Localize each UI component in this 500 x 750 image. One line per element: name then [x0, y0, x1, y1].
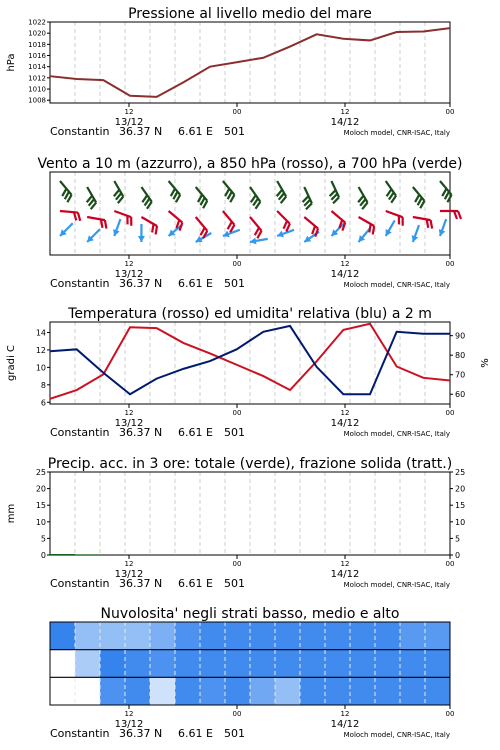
- cloud-cell-alto: [125, 622, 151, 650]
- model-credit: Moloch model, CNR-ISAC, Italy: [343, 281, 450, 289]
- y2-tick-label: 70: [455, 370, 466, 380]
- model-credit: Moloch model, CNR-ISAC, Italy: [343, 581, 450, 589]
- wind-barb-10m: [412, 225, 419, 242]
- wind-barb-10m: [113, 219, 120, 236]
- barb-feather: [427, 219, 429, 227]
- station-name: Constantin: [50, 125, 110, 138]
- y-tick-label: 1018: [28, 40, 46, 49]
- barb-shaft: [413, 187, 425, 201]
- y-tick-label: 1016: [28, 52, 46, 61]
- y-axis-label: gradi C: [6, 345, 17, 381]
- cloud-cell-basso: [225, 677, 251, 705]
- barb-feather: [225, 189, 229, 196]
- cloud-cell-alto: [100, 622, 126, 650]
- cloud-cell-basso: [325, 677, 351, 705]
- barb-feather: [67, 195, 71, 202]
- wind-barb-850hPa: [250, 217, 262, 238]
- cloud-cell-basso: [175, 677, 201, 705]
- wind-barb-700hPa: [114, 181, 123, 203]
- cloud-cell-basso: [300, 677, 326, 705]
- cloud-cell-medio: [175, 650, 201, 678]
- barb-shaft: [169, 181, 181, 195]
- date-label: 14/12: [330, 117, 360, 128]
- y2-tick-label: 25: [455, 468, 466, 477]
- barb-feather: [203, 201, 207, 208]
- panel-wind: [37, 156, 462, 290]
- time-tick-label: 12: [340, 108, 350, 116]
- time-tick-label: 12: [124, 260, 134, 268]
- wind-barb-10m: [439, 219, 446, 236]
- wind-barb-850hPa: [277, 211, 290, 232]
- wind-barb-10m: [60, 223, 73, 236]
- cloud-cell-alto: [375, 622, 401, 650]
- barb-shaft: [196, 217, 208, 231]
- date-label: 14/12: [330, 269, 360, 280]
- cloud-cell-medio: [75, 650, 101, 678]
- cloud-cell-basso: [100, 677, 126, 705]
- station-lon: 6.61 E: [178, 426, 213, 439]
- station-lon: 6.61 E: [178, 577, 213, 590]
- cloud-cell-medio: [325, 650, 351, 678]
- barb-shaft: [60, 211, 78, 213]
- barb-feather: [284, 221, 288, 229]
- y-tick-label: 1010: [28, 85, 46, 94]
- chart-title: Vento a 10 m (azzurro), a 850 hPa (rosso), a 700 hPa (verde): [37, 156, 463, 172]
- barb-feather: [78, 213, 80, 221]
- panel-pressure: [6, 6, 454, 138]
- cloud-cell-alto: [225, 622, 251, 650]
- wind-barb-700hPa: [141, 187, 151, 209]
- wind-barb-850hPa: [141, 217, 157, 234]
- barb-feather: [62, 189, 66, 196]
- cloud-cell-alto: [75, 622, 101, 650]
- barb-feather: [228, 222, 232, 229]
- y2-tick-label: 80: [455, 351, 466, 361]
- time-tick-label: 12: [124, 409, 134, 417]
- y-tick-label: 15: [35, 501, 46, 511]
- station-name: Constantin: [50, 727, 110, 740]
- y-tick-label: 14: [35, 328, 46, 338]
- barb-feather: [373, 226, 374, 234]
- barb-shaft: [250, 217, 262, 231]
- station-name: Constantin: [50, 426, 110, 439]
- barb-feather: [101, 219, 103, 227]
- cloud-cell-medio: [350, 650, 376, 678]
- cloud-cell-alto: [150, 622, 176, 650]
- y-axis-label: hPa: [6, 53, 17, 72]
- cloud-cell-basso: [275, 677, 301, 705]
- time-tick-label: 12: [340, 260, 350, 268]
- barb-shaft: [331, 211, 345, 223]
- barb-feather: [105, 220, 107, 228]
- station-lat: 36.37 N: [119, 277, 163, 290]
- time-tick-label: 00: [445, 108, 455, 116]
- wind-barb-700hPa: [223, 181, 235, 202]
- barb-shaft: [60, 181, 72, 195]
- date-label: 13/12: [114, 269, 144, 280]
- barb-feather: [447, 195, 451, 202]
- time-tick-label: 12: [340, 710, 350, 718]
- wind-barb-10m: [138, 224, 145, 242]
- time-tick-label: 12: [340, 560, 350, 568]
- cloud-cell-alto: [275, 622, 301, 650]
- barb-shaft: [114, 211, 131, 217]
- station-lat: 36.37 N: [119, 577, 163, 590]
- y-tick-label: 1008: [28, 96, 46, 105]
- y2-tick-label: 20: [455, 484, 466, 494]
- wind-barb-10m: [359, 228, 371, 242]
- time-tick-label: 00: [445, 710, 455, 718]
- barb-feather: [442, 189, 446, 196]
- cloud-cell-basso: [400, 677, 426, 705]
- model-credit: Moloch model, CNR-ISAC, Italy: [343, 430, 450, 438]
- y-tick-label: 1022: [28, 18, 46, 27]
- barb-shaft: [413, 217, 431, 220]
- wind-barb-700hPa: [303, 187, 312, 209]
- date-label: 13/12: [114, 117, 144, 128]
- cloud-cell-alto: [200, 622, 226, 650]
- barb-shaft: [141, 217, 157, 226]
- barb-feather: [228, 192, 232, 199]
- y2-tick-label: 60: [455, 390, 466, 400]
- time-tick-label: 12: [124, 560, 134, 568]
- y-tick-label: 0: [40, 551, 46, 560]
- barb-feather: [65, 192, 69, 199]
- barb-shaft: [87, 217, 105, 220]
- date-label: 14/12: [330, 719, 360, 730]
- y-tick-label: 25: [35, 468, 46, 477]
- y-tick-label: 6: [40, 398, 46, 408]
- barb-feather: [454, 211, 457, 219]
- cloud-cell-medio: [275, 650, 301, 678]
- panel-temperature-humidity: [6, 306, 491, 439]
- barb-feather: [156, 226, 157, 234]
- y-tick-label: 1012: [28, 74, 46, 83]
- barb-feather: [230, 195, 234, 202]
- barb-feather: [312, 226, 315, 234]
- barb-feather: [180, 223, 183, 231]
- cloud-cell-medio: [50, 650, 76, 678]
- chart-title: Nuvolosita' negli strati basso, medio e alto: [100, 606, 400, 622]
- wind-barb-850hPa: [413, 217, 432, 229]
- y2-tick-label: 15: [455, 501, 466, 511]
- station-name: Constantin: [50, 577, 110, 590]
- time-tick-label: 00: [232, 409, 242, 417]
- date-label: 14/12: [330, 418, 360, 429]
- station-alt: 501: [224, 277, 245, 290]
- y-tick-label: 10: [35, 517, 46, 527]
- y-tick-label: 10: [35, 363, 46, 373]
- y-tick-label: 5: [40, 534, 46, 544]
- cloud-cell-medio: [250, 650, 276, 678]
- cloud-cell-basso: [375, 677, 401, 705]
- barb-feather: [257, 231, 261, 238]
- y-tick-label: 1020: [28, 29, 46, 38]
- time-tick-label: 00: [445, 260, 455, 268]
- y-tick-label: 12: [35, 345, 46, 355]
- barb-feather: [286, 224, 290, 232]
- cloud-cell-basso: [75, 677, 101, 705]
- station-alt: 501: [224, 426, 245, 439]
- cloud-cell-basso: [250, 677, 276, 705]
- date-label: 13/12: [114, 719, 144, 730]
- barb-feather: [201, 198, 205, 205]
- barb-shaft: [277, 211, 290, 224]
- wind-barb-700hPa: [386, 181, 396, 203]
- cloud-cell-basso: [50, 677, 76, 705]
- wind-barb-850hPa: [114, 211, 131, 226]
- wind-barb-700hPa: [196, 187, 208, 208]
- cloud-cell-medio: [200, 650, 226, 678]
- cloud-cell-basso: [425, 677, 451, 705]
- precip-bar: [50, 554, 75, 555]
- y-tick-label: 20: [35, 484, 46, 494]
- wind-barb-700hPa: [358, 187, 367, 209]
- wind-barb-700hPa: [60, 181, 72, 202]
- wind-barb-700hPa: [277, 181, 286, 203]
- barb-feather: [171, 189, 175, 196]
- precip-bar: [75, 554, 100, 555]
- cloud-cell-medio: [375, 650, 401, 678]
- cloud-cell-medio: [225, 650, 251, 678]
- cloud-cell-alto: [300, 622, 326, 650]
- y2-tick-label: 10: [455, 517, 466, 527]
- station-lon: 6.61 E: [178, 277, 213, 290]
- cloud-cell-alto: [175, 622, 201, 650]
- cloud-cell-medio: [400, 650, 426, 678]
- y2-tick-label: 90: [455, 331, 466, 341]
- chart-title: Pressione al livello medio del mare: [128, 6, 372, 22]
- station-alt: 501: [224, 577, 245, 590]
- panel-precipitation: [6, 456, 465, 590]
- wind-barb-700hPa: [250, 187, 260, 209]
- barb-shaft: [304, 217, 318, 229]
- station-lon: 6.61 E: [178, 125, 213, 138]
- panel-cloudiness: [50, 606, 454, 740]
- barb-feather: [445, 192, 449, 199]
- y2-axis-label: %: [480, 358, 491, 368]
- station-lat: 36.37 N: [119, 727, 163, 740]
- chart-title: Temperatura (rosso) ed umidita' relativa (blu) a 2 m: [68, 306, 432, 322]
- time-tick-label: 12: [124, 710, 134, 718]
- cloud-cell-basso: [150, 677, 176, 705]
- barb-shaft: [196, 187, 208, 201]
- time-tick-label: 00: [232, 560, 242, 568]
- barb-feather: [152, 224, 153, 232]
- cloud-cell-medio: [100, 650, 126, 678]
- time-tick-label: 12: [124, 108, 134, 116]
- barb-shaft: [359, 217, 375, 226]
- time-tick-label: 12: [340, 409, 350, 417]
- y2-tick-label: 0: [455, 551, 461, 560]
- cloud-cell-basso: [200, 677, 226, 705]
- barb-feather: [415, 195, 419, 202]
- barb-feather: [418, 198, 422, 205]
- barb-feather: [315, 229, 318, 237]
- wind-barb-850hPa: [87, 217, 106, 229]
- wind-barb-850hPa: [304, 217, 318, 237]
- wind-barb-700hPa: [330, 181, 339, 203]
- barb-feather: [458, 211, 461, 219]
- wind-barb-10m: [87, 229, 100, 242]
- station-alt: 501: [224, 125, 245, 138]
- wind-barb-700hPa: [87, 187, 96, 209]
- cloud-cell-basso: [350, 677, 376, 705]
- cloud-cell-medio: [425, 650, 451, 678]
- wind-barb-850hPa: [60, 211, 80, 221]
- cloud-cell-alto: [50, 622, 76, 650]
- cloud-cell-alto: [325, 622, 351, 650]
- barb-feather: [176, 195, 180, 202]
- station-lat: 36.37 N: [119, 125, 163, 138]
- barb-feather: [201, 228, 205, 235]
- chart-title: Precip. acc. in 3 ore: totale (verde), frazione solida (tratt.): [47, 456, 453, 472]
- wind-barb-10m: [386, 220, 395, 236]
- cloud-cell-alto: [250, 622, 276, 650]
- barb-shaft: [169, 211, 183, 223]
- model-credit: Moloch model, CNR-ISAC, Italy: [343, 731, 450, 739]
- wind-barb-700hPa: [413, 187, 425, 208]
- cloud-cell-alto: [425, 622, 451, 650]
- y-tick-label: 1014: [28, 63, 46, 72]
- barb-feather: [255, 228, 259, 235]
- cloud-cell-basso: [125, 677, 151, 705]
- wind-barb-850hPa: [169, 211, 183, 231]
- cloud-cell-alto: [400, 622, 426, 650]
- wind-barb-850hPa: [196, 217, 208, 238]
- time-tick-label: 00: [232, 108, 242, 116]
- station-lon: 6.61 E: [178, 727, 213, 740]
- barb-feather: [173, 192, 177, 199]
- cloud-cell-medio: [150, 650, 176, 678]
- time-tick-label: 00: [232, 260, 242, 268]
- date-label: 13/12: [114, 569, 144, 580]
- station-name: Constantin: [50, 277, 110, 290]
- barb-feather: [369, 224, 370, 232]
- model-credit: Moloch model, CNR-ISAC, Italy: [343, 129, 450, 137]
- barb-feather: [420, 201, 424, 208]
- y-axis-label: mm: [6, 503, 17, 524]
- time-tick-label: 00: [232, 710, 242, 718]
- y-tick-label: 8: [40, 380, 46, 390]
- barb-arrowhead: [138, 236, 145, 242]
- station-alt: 501: [224, 727, 245, 740]
- date-label: 13/12: [114, 418, 144, 429]
- y2-tick-label: 5: [455, 534, 461, 544]
- barb-feather: [431, 220, 433, 228]
- time-tick-label: 00: [445, 560, 455, 568]
- date-label: 14/12: [330, 569, 360, 580]
- wind-barb-700hPa: [169, 181, 181, 202]
- cloud-cell-medio: [300, 650, 326, 678]
- time-tick-label: 00: [445, 409, 455, 417]
- wind-barb-850hPa: [331, 211, 345, 231]
- cloud-cell-alto: [350, 622, 376, 650]
- station-lat: 36.37 N: [119, 426, 163, 439]
- wind-barb-10m: [250, 238, 268, 245]
- cloud-cell-medio: [125, 650, 151, 678]
